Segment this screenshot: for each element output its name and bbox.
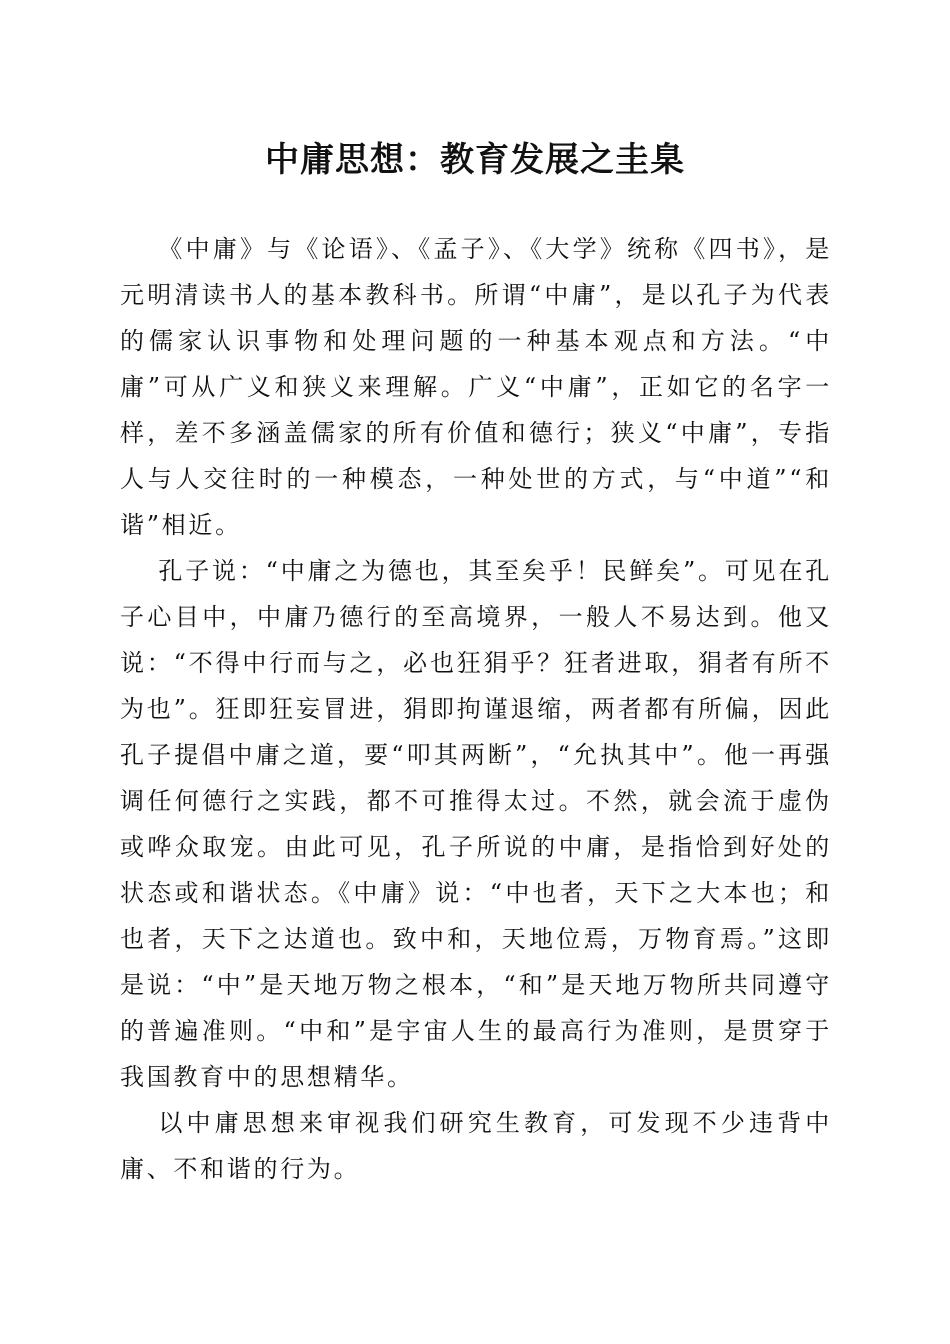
paragraph-1: 《中庸》与《论语》、《孟子》、《大学》统称《四书》，是元明清读书人的基本教科书。所谓“中庸”，是以孔子为代表的儒家认识事物和处理问题的一种基本观点和方法。“中庸”可从广义和狭义来理解。广义“中庸”，正如它的名字一样，差不多涵盖儒家的所有价值和德行；狭义“中庸”，专指人与人交往时的一种模态，一种处世的方式，与“中道”“和谐”相近。: [120, 235, 832, 539]
document-title: 中庸思想：教育发展之圭臬: [265, 140, 685, 180]
paragraph-3: 以中庸思想来审视我们研究生教育，可发现不少违背中庸、不和谐的行为。: [120, 1109, 832, 1183]
document-body: [120, 226, 832, 1192]
paragraph-2: 孔子说：“中庸之为德也，其至矣乎！民鲜矣”。可见在孔子心目中，中庸乃德行的至高境界，一般人不易达到。他又说：“不得中行而与之，必也狂狷乎？狂者进取，狷者有所不为也”。狂即狂妄冒进，狷即拘谨退缩，两者都有所偏，因此孔子提倡中庸之道，要“叩其两断”，“允执其中”。他一再强调任何德行之实践，都不可推得太过。不然，就会流于虚伪或哗众取宠。由此可见，孔子所说的中庸，是指恰到好处的状态或和谐状态。《中庸》说：“中也者，天下之大本也；和也者，天下之达道也。致中和，天地位焉，万物育焉。”这即是说：“中”是天地万物之根本，“和”是天地万物所共同遵守的普遍准则。“中和”是宇宙人生的最高行为准则，是贯穿于我国教育中的思想精华。: [120, 557, 832, 1091]
